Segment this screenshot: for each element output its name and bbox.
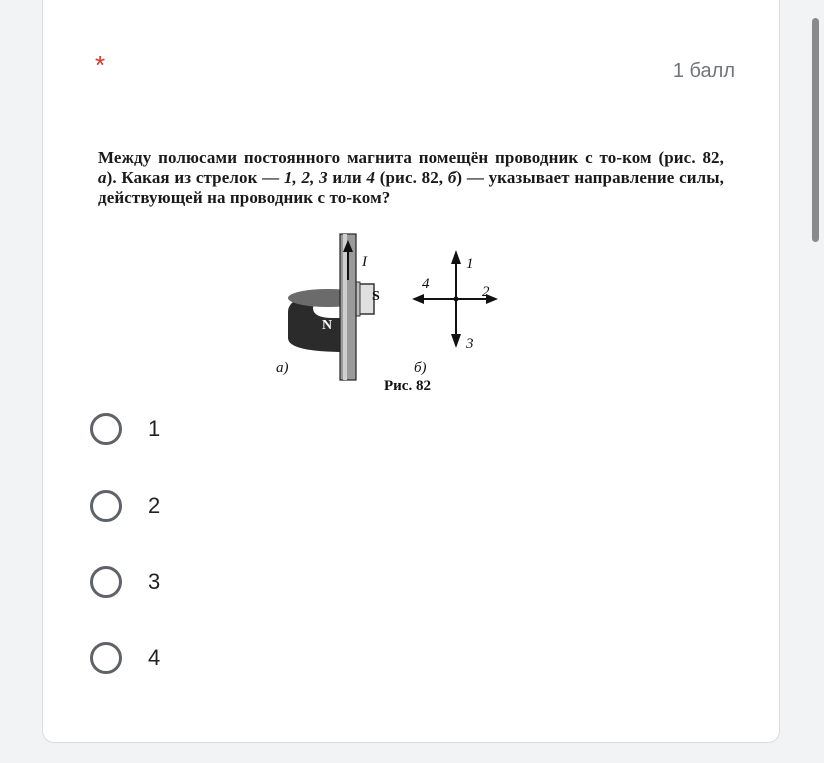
radio-button[interactable] [90, 490, 122, 522]
points-label: 1 балл [672, 60, 735, 82]
option-label: 1 [148, 416, 161, 441]
arrow-label-4: 4 [422, 276, 430, 292]
required-asterisk: * [95, 50, 106, 80]
scrollbar-thumb[interactable] [812, 18, 819, 242]
arrow-label-1: 1 [466, 256, 474, 272]
figure-caption: Рис. 82 [384, 378, 431, 394]
radio-button[interactable] [90, 413, 122, 445]
question-image-text: Между полюсами постоянного магнита помещён проводник с то-ком (рис. 82, а). Какая из стрелок — 1, 2, 3 или 4 (рис. 82, б) — указывает направление силы, действующей на проводник с то-ком? [98, 148, 725, 207]
radio-button[interactable] [90, 566, 122, 598]
option-4[interactable] [90, 638, 160, 678]
figure-label-b: б) [414, 360, 427, 376]
option-1[interactable] [90, 409, 160, 449]
pole-n-label: N [322, 318, 333, 333]
current-label: I [362, 254, 367, 270]
radio-button[interactable] [90, 642, 122, 674]
conductor-rod [340, 234, 356, 380]
arrow-label-3: 3 [466, 336, 474, 352]
magnet-illustration [288, 282, 374, 352]
option-label: 4 [148, 645, 161, 670]
figure-82 [88, 140, 734, 394]
figure-label-a: а) [276, 360, 289, 376]
arrow-label-2: 2 [482, 284, 490, 300]
option-3[interactable] [90, 562, 160, 602]
option-label: 2 [148, 493, 161, 518]
question-image [88, 140, 734, 394]
option-label: 3 [148, 569, 161, 594]
pole-s-label: S [372, 289, 380, 304]
option-2[interactable] [90, 486, 160, 526]
